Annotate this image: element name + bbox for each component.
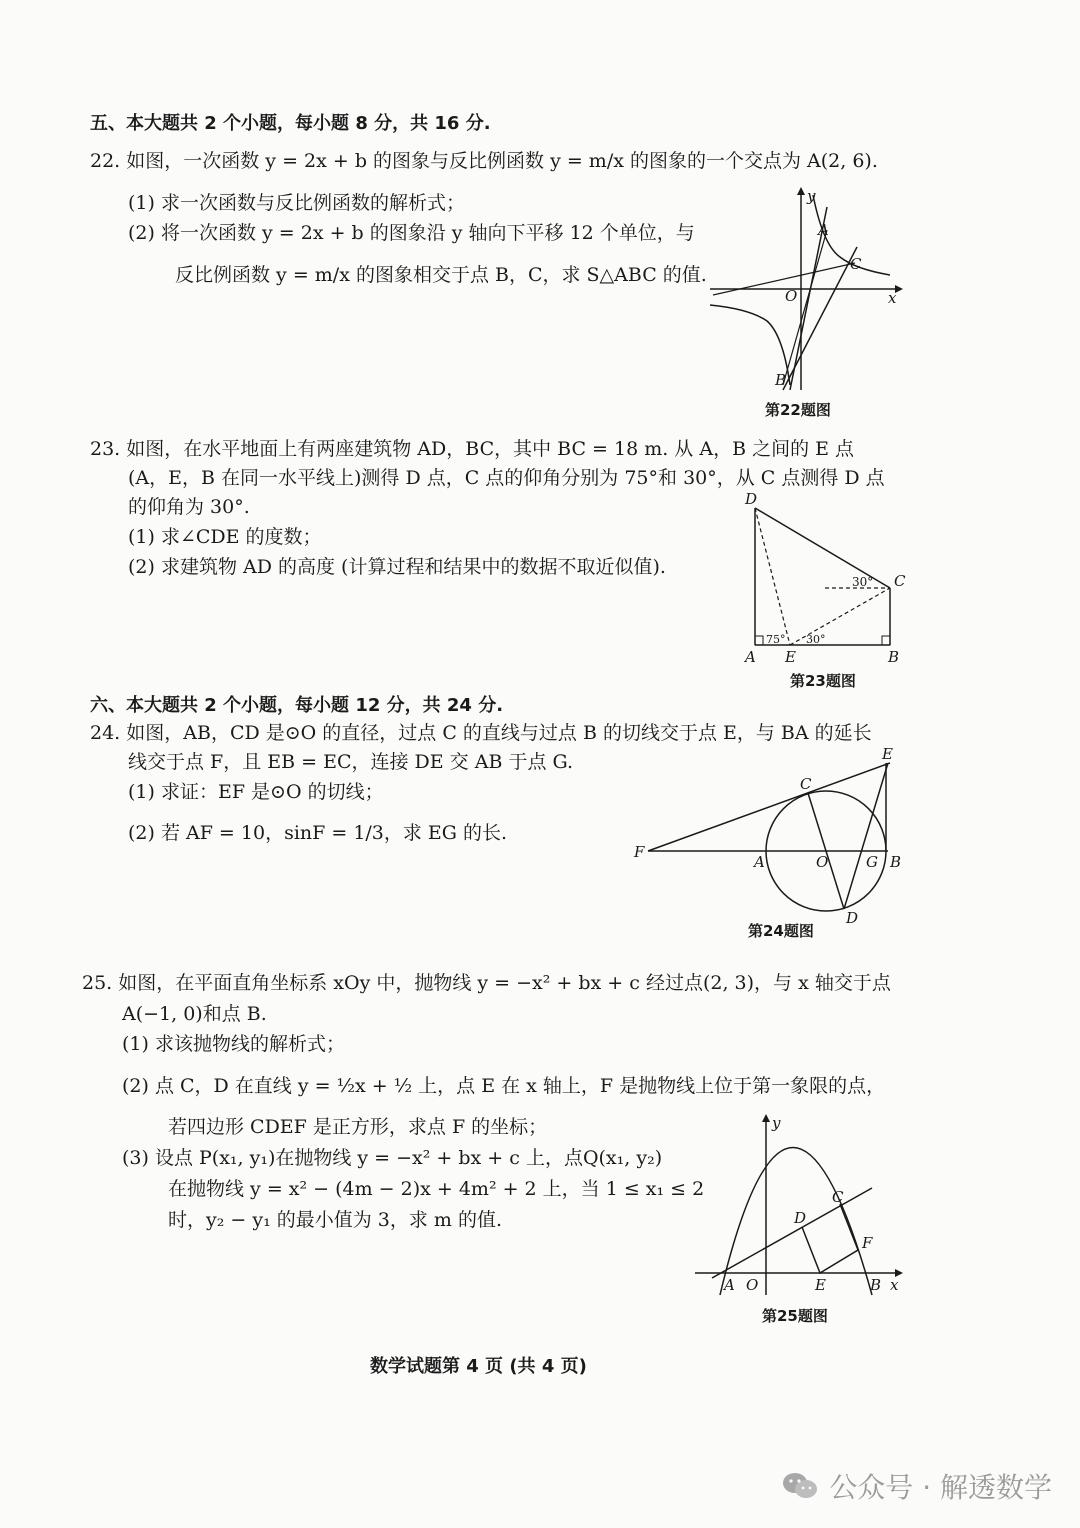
- q25-label-C: C: [832, 1188, 844, 1206]
- q23-angle-75: 75°: [766, 633, 786, 646]
- q24-line-DE: [844, 763, 888, 909]
- q23-label-A: A: [745, 648, 756, 666]
- q23-label-C: C: [894, 572, 906, 590]
- q22-figure: [705, 185, 905, 400]
- q25-label-x: x: [890, 1276, 899, 1294]
- q24-caption: 第24题图: [748, 922, 814, 940]
- q23-right-angle-B: [882, 636, 890, 645]
- q25-stem-2: A(−1, 0)和点 B.: [122, 1003, 267, 1025]
- q25-figure: [690, 1110, 910, 1300]
- q22-label-y: y: [807, 187, 816, 205]
- page-footer: 数学试题第 4 页 (共 4 页): [370, 1356, 587, 1377]
- q25-line-CD: [712, 1188, 872, 1278]
- q23-stem: 23. 如图，在水平地面上有两座建筑物 AD，BC，其中 BC = 18 m. 从 A，B 之间的 E 点: [90, 438, 855, 460]
- q23-stem-3: 的仰角为 30°.: [128, 496, 250, 518]
- q25-label-F: F: [862, 1234, 873, 1252]
- q25-part1: (1) 求该抛物线的解析式；: [122, 1033, 345, 1055]
- q25-part2-cont: 若四边形 CDEF 是正方形，求点 F 的坐标；: [168, 1116, 548, 1138]
- wechat-icon: [781, 1471, 819, 1501]
- q25-part3-cont2: 时，y₂ − y₁ 的最小值为 3，求 m 的值.: [168, 1209, 503, 1231]
- q23-diagram: [740, 490, 910, 670]
- q25-label-D: D: [794, 1209, 807, 1227]
- section-5-header: 五、本大题共 2 个小题，每小题 8 分，共 16 分.: [90, 113, 491, 134]
- q25-square-CDEF: [802, 1204, 858, 1273]
- watermark-text: 公众号 · 解透数学: [829, 1471, 1052, 1504]
- q23-label-D: D: [745, 490, 758, 508]
- q22-label-O: O: [785, 287, 798, 305]
- q24-stem-2: 线交于点 F，且 EB = EC，连接 DE 交 AB 于点 G.: [128, 751, 574, 773]
- q25-part3-cont: 在抛物线 y = x² − (4m − 2)x + 4m² + 2 上，当 1 ≤ x₁ ≤ 2: [168, 1178, 705, 1200]
- q24-label-E: E: [882, 745, 893, 763]
- q24-part1: (1) 求证：EF 是⊙O 的切线；: [128, 781, 384, 803]
- q25-caption: 第25题图: [762, 1307, 828, 1325]
- q23-angle-30-top: 30°: [852, 575, 874, 589]
- q22-label-C: C: [850, 255, 862, 273]
- q22-y-arrow: [797, 187, 805, 195]
- section-6-header: 六、本大题共 2 个小题，每小题 12 分，共 24 分.: [90, 695, 504, 716]
- q23-figure: [740, 490, 910, 670]
- q24-label-O: O: [816, 853, 829, 871]
- q22-part1: (1) 求一次函数与反比例函数的解析式；: [128, 192, 465, 214]
- q23-stem-2: (A，E，B 在同一水平线上)测得 D 点，C 点的仰角分别为 75°和 30°，从 C 点测得 D 点: [128, 467, 885, 489]
- q23-sight-ED: [755, 508, 790, 645]
- q23-caption: 第23题图: [790, 672, 856, 690]
- q24-label-D: D: [846, 909, 859, 927]
- q25-label-A: A: [724, 1276, 735, 1294]
- q24-diagram: [630, 745, 910, 925]
- q22-line-shifted: [783, 247, 857, 390]
- q25-label-E: E: [815, 1276, 826, 1294]
- q23-label-B: B: [888, 648, 900, 666]
- q23-part1: (1) 求∠CDE 的度数；: [128, 526, 322, 548]
- q22-label-x: x: [888, 289, 897, 307]
- q24-part2: (2) 若 AF = 10，sinF = 1/3，求 EG 的长.: [128, 822, 508, 844]
- q25-label-B: B: [870, 1276, 882, 1294]
- q22-stem: 22. 如图，一次函数 y = 2x + b 的图象与反比例函数 y = m/x 的图象的一个交点为 A(2, 6).: [90, 150, 878, 172]
- q24-stem: 24. 如图，AB，CD 是⊙O 的直径，过点 C 的直线与过点 B 的切线交于点 E，与 BA 的延长: [90, 722, 872, 744]
- q22-part2: (2) 将一次函数 y = 2x + b 的图象沿 y 轴向下平移 12 个单位，与: [128, 222, 695, 244]
- q23-part2: (2) 求建筑物 AD 的高度 (计算过程和结果中的数据不取近似值).: [128, 556, 666, 578]
- q25-graph: [690, 1110, 910, 1300]
- q24-figure: [630, 745, 910, 925]
- q24-tangent-FE: [648, 763, 890, 851]
- q24-label-C: C: [800, 775, 812, 793]
- q25-stem: 25. 如图，在平面直角坐标系 xOy 中，抛物线 y = −x² + bx + c 经过点(2, 3)，与 x 轴交于点: [82, 972, 891, 994]
- q22-segment-AB: [783, 230, 827, 385]
- q22-caption: 第22题图: [765, 401, 831, 419]
- q22-label-A: A: [818, 221, 829, 239]
- q23-right-angle-A: [755, 636, 763, 645]
- q22-segment-BC-ext: [713, 263, 855, 295]
- q25-label-y: y: [772, 1114, 781, 1132]
- q24-label-F: F: [634, 843, 645, 861]
- q22-part2-cont: 反比例函数 y = m/x 的图象相交于点 B，C，求 S△ABC 的值.: [175, 264, 707, 286]
- q25-part3: (3) 设点 P(x₁, y₁)在抛物线 y = −x² + bx + c 上，点Q(x₁, y₂): [122, 1147, 663, 1169]
- watermark: [781, 1466, 1052, 1506]
- q25-part2: (2) 点 C，D 在直线 y = ½x + ½ 上，点 E 在 x 轴上，F 是抛物线上位于第一象限的点，: [122, 1075, 886, 1097]
- q24-label-G: G: [866, 853, 878, 871]
- q23-label-E: E: [785, 648, 796, 666]
- q23-angle-30-bottom: 30°: [806, 633, 826, 646]
- q24-label-A: A: [754, 853, 765, 871]
- q25-label-O: O: [746, 1276, 759, 1294]
- q22-graph: [705, 185, 905, 400]
- q22-label-B: B: [775, 371, 787, 389]
- q23-sight-EC: [790, 588, 890, 645]
- q24-label-B: B: [890, 853, 902, 871]
- q25-y-arrow: [762, 1114, 770, 1122]
